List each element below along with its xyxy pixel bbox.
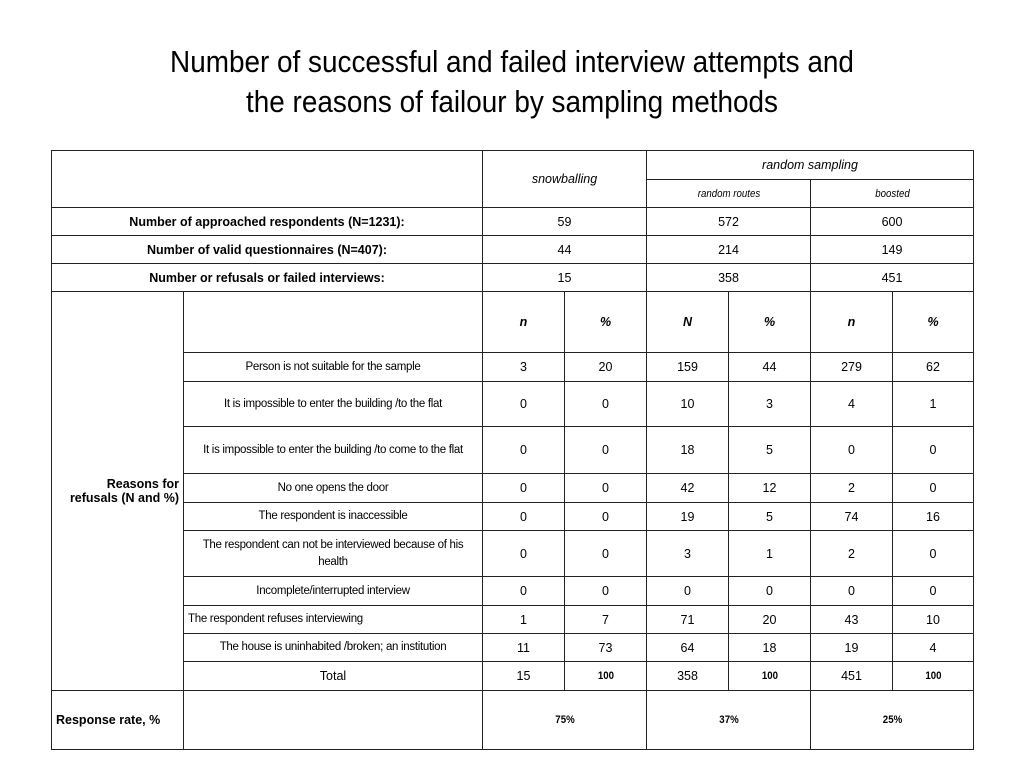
reason-value: 64	[647, 634, 729, 662]
total-value: 15	[483, 662, 565, 691]
table-row	[52, 382, 974, 427]
reason-value: 0	[565, 474, 647, 503]
title-line-2: the reasons of failour by sampling methods	[246, 84, 778, 119]
table-row	[52, 531, 974, 577]
subheader-percent: %	[565, 292, 647, 353]
table-row	[52, 662, 974, 691]
header-random-sampling: random sampling	[647, 151, 974, 180]
table-row	[52, 208, 974, 236]
table-row	[52, 606, 974, 634]
response-rate-label: Response rate, %	[52, 691, 184, 750]
reason-value: 44	[729, 353, 811, 382]
subheader-count: n	[811, 292, 893, 353]
reason-value: 3	[483, 353, 565, 382]
reasons-for-refusals-label: Reasons for refusals (N and %)	[52, 292, 184, 691]
reason-value: 43	[811, 606, 893, 634]
total-value: 100	[733, 662, 805, 691]
reason-value: 10	[647, 382, 729, 427]
header-empty-cell	[52, 151, 483, 208]
table-row	[52, 353, 974, 382]
total-value: 358	[647, 662, 729, 691]
reason-value: 0	[893, 427, 974, 474]
reason-value: 18	[647, 427, 729, 474]
reason-value: 4	[893, 634, 974, 662]
reason-label: The house is uninhabited /broken; an institution	[184, 634, 483, 662]
reason-value: 42	[647, 474, 729, 503]
reason-value: 0	[565, 577, 647, 606]
response-rate-value: 25%	[820, 691, 963, 750]
header-random-routes: random routes	[656, 180, 800, 208]
title-line-1: Number of successful and failed interview attempts and	[170, 44, 854, 79]
reason-value: 10	[893, 606, 974, 634]
reason-value: 279	[811, 353, 893, 382]
reason-value: 0	[893, 531, 974, 577]
reason-label: It is impossible to enter the building /to the flat	[184, 382, 483, 427]
reason-label: The respondent is inaccessible	[184, 503, 483, 531]
reason-value: 74	[811, 503, 893, 531]
summary-value: 15	[483, 264, 647, 292]
table-row	[52, 264, 974, 292]
total-label: Total	[184, 662, 483, 691]
reason-value: 0	[565, 382, 647, 427]
summary-value: 214	[647, 236, 811, 264]
reason-value: 3	[729, 382, 811, 427]
summary-label: Number of valid questionnaires (N=407):	[52, 236, 483, 264]
reason-value: 0	[565, 531, 647, 577]
interview-attempts-table	[51, 150, 974, 750]
reason-value: 71	[647, 606, 729, 634]
summary-value: 44	[483, 236, 647, 264]
reason-value: 0	[483, 474, 565, 503]
reason-value: 0	[729, 577, 811, 606]
reason-value: 0	[483, 382, 565, 427]
subheader-count: N	[647, 292, 729, 353]
reason-value: 0	[565, 427, 647, 474]
reason-value: 0	[565, 503, 647, 531]
table-row	[52, 634, 974, 662]
reason-value: 2	[811, 474, 893, 503]
reason-value: 1	[729, 531, 811, 577]
reason-label: Incomplete/interrupted interview	[184, 577, 483, 606]
reason-value: 159	[647, 353, 729, 382]
reason-value: 11	[483, 634, 565, 662]
reason-value: 0	[811, 577, 893, 606]
reason-label: It is impossible to enter the building /to come to the flat	[184, 427, 483, 474]
subheader-percent: %	[729, 292, 811, 353]
reason-value: 5	[729, 503, 811, 531]
summary-value: 149	[811, 236, 974, 264]
summary-value: 572	[647, 208, 811, 236]
reason-label: No one opens the door	[184, 474, 483, 503]
reason-value: 5	[729, 427, 811, 474]
reason-value: 4	[811, 382, 893, 427]
table-row	[52, 236, 974, 264]
reason-value: 16	[893, 503, 974, 531]
reason-value: 20	[729, 606, 811, 634]
subheader-empty-cell	[184, 292, 483, 353]
summary-label: Number or refusals or failed interviews:	[52, 264, 483, 292]
reason-value: 1	[893, 382, 974, 427]
total-value: 100	[569, 662, 641, 691]
reason-value: 0	[893, 474, 974, 503]
response-rate-value: 75%	[492, 691, 636, 750]
reason-label: The respondent refuses interviewing	[184, 606, 483, 634]
total-value: 451	[811, 662, 893, 691]
reason-value: 0	[483, 427, 565, 474]
response-rate-value: 37%	[656, 691, 800, 750]
table-row	[52, 503, 974, 531]
header-boosted: boosted	[820, 180, 963, 208]
reason-label: The respondent can not be interviewed because of his health	[184, 531, 483, 577]
reason-value: 3	[647, 531, 729, 577]
response-rate-empty-cell	[184, 691, 483, 750]
reason-value: 0	[483, 577, 565, 606]
summary-value: 59	[483, 208, 647, 236]
reason-value: 0	[647, 577, 729, 606]
reason-value: 20	[565, 353, 647, 382]
summary-value: 600	[811, 208, 974, 236]
subheader-count: n	[483, 292, 565, 353]
reason-label: Person is not suitable for the sample	[184, 353, 483, 382]
reason-value: 19	[811, 634, 893, 662]
reason-value: 0	[811, 427, 893, 474]
reason-value: 12	[729, 474, 811, 503]
reason-value: 0	[483, 531, 565, 577]
summary-value: 451	[811, 264, 974, 292]
reason-value: 0	[483, 503, 565, 531]
header-snowballing: snowballing	[483, 151, 647, 208]
reason-value: 0	[893, 577, 974, 606]
summary-value: 358	[647, 264, 811, 292]
slide-title	[51, 42, 973, 122]
reason-value: 18	[729, 634, 811, 662]
reason-value: 62	[893, 353, 974, 382]
subheader-percent: %	[893, 292, 974, 353]
table-row	[52, 427, 974, 474]
reason-value: 19	[647, 503, 729, 531]
reason-value: 73	[565, 634, 647, 662]
total-value: 100	[897, 662, 968, 691]
table-row	[52, 292, 974, 353]
reason-value: 2	[811, 531, 893, 577]
reason-value: 1	[483, 606, 565, 634]
summary-label: Number of approached respondents (N=1231):	[52, 208, 483, 236]
table-row	[52, 474, 974, 503]
reason-value: 7	[565, 606, 647, 634]
table-row	[52, 691, 974, 750]
table-row	[52, 577, 974, 606]
